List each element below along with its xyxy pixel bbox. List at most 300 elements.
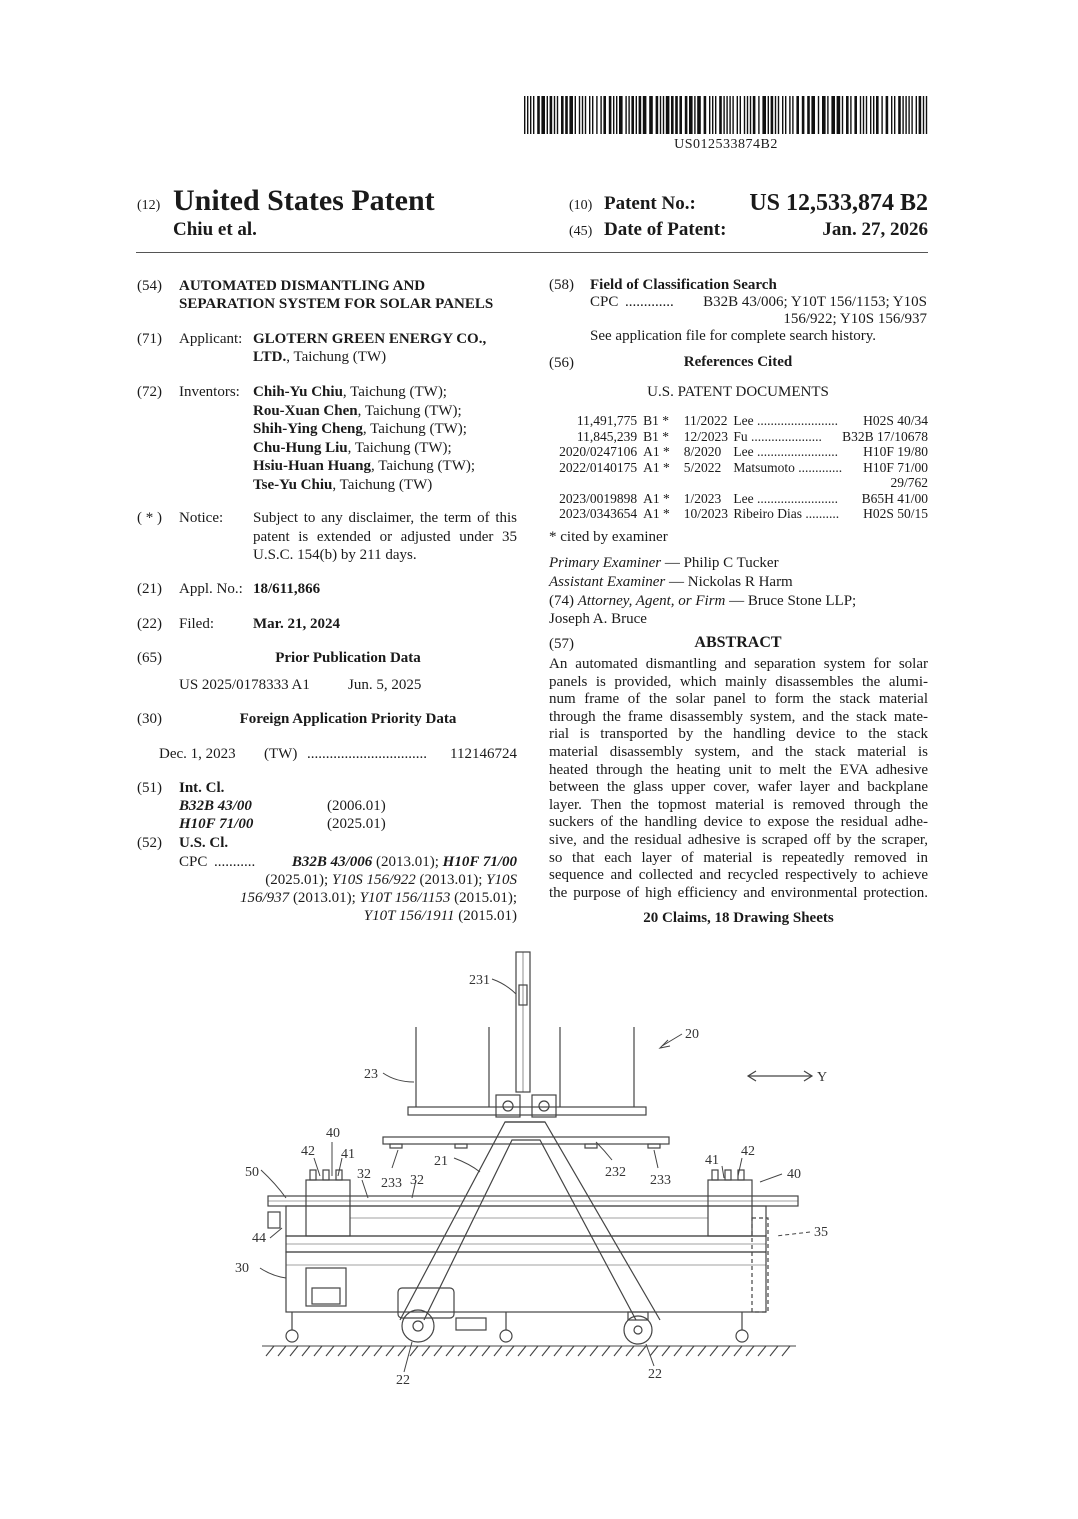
ref-date: 11/2022: [683, 413, 728, 428]
ground-hatch-line: [338, 1346, 346, 1356]
drawing-label-42-right: 42: [741, 1144, 755, 1159]
ref-number: 2023/0343654: [559, 506, 638, 521]
abstract-text: [549, 656, 928, 902]
ref-class: B65H 41/00: [861, 490, 928, 506]
ref-kind: A1 *: [643, 490, 670, 506]
ground-hatch-line: [554, 1346, 562, 1356]
applicant-code: (71): [137, 331, 162, 347]
ref-class-continued: 29/762: [890, 475, 928, 490]
barcode-bar: [631, 96, 634, 134]
ground-hatch-line: [434, 1346, 442, 1356]
ground-hatch-line: [566, 1346, 574, 1356]
foreign-country: (TW): [264, 746, 298, 762]
ref-dots: ........................: [756, 490, 838, 506]
references-table: [549, 413, 928, 522]
ref-kind: A1 *: [643, 444, 670, 459]
inventors-code: (72): [137, 384, 162, 400]
drawing-label-233-left: 233: [381, 1176, 402, 1191]
ground-hatch-line: [674, 1346, 682, 1356]
barcode-bar: [636, 96, 637, 134]
uscl-cpc-line-4: Y10T 156/1911 (2015.01): [363, 908, 517, 924]
drawing-label-232: 232: [605, 1165, 626, 1180]
abstract-line: heated through the heating unit to melt the EVA adhesive: [549, 761, 928, 778]
ground-hatch-line: [302, 1346, 310, 1356]
barcode-bar: [729, 96, 730, 134]
ground-hatch-line: [782, 1346, 790, 1356]
barcode-bar: [898, 96, 901, 134]
ref-code: (56): [549, 355, 574, 371]
barcode-bar: [916, 96, 917, 134]
barcode-bar: [715, 96, 716, 134]
barcode-bar: [603, 96, 606, 134]
barcode-bar: [619, 96, 623, 134]
ref-kind: B1 *: [643, 428, 669, 444]
ground-hatch-line: [722, 1346, 730, 1356]
appl-code: (21): [137, 581, 162, 597]
uscl-code: (52): [137, 835, 162, 851]
notice-text: [253, 509, 517, 565]
inventor-list: [253, 383, 475, 494]
barcode-bar: [905, 96, 906, 134]
prior-date: Jun. 5, 2025: [348, 677, 422, 693]
barcode-bar: [881, 96, 882, 134]
barcode-bar: [737, 96, 738, 134]
filed-code: (22): [137, 616, 162, 632]
field-note: See application file for complete search history.: [590, 328, 877, 344]
barcode-bar: [762, 96, 766, 134]
barcode-bar: [530, 96, 531, 134]
drawing-label-42-left: 42: [301, 1144, 315, 1159]
ground-hatch-line: [290, 1346, 298, 1356]
prior-pub: US 2025/0178333 A1: [179, 677, 310, 693]
barcode-bar: [643, 96, 647, 134]
attorney: (74) Attorney, Agent, or Firm — Bruce Stone LLP;: [549, 593, 857, 609]
barcode-bar: [709, 96, 710, 134]
intcl-label: Int. Cl.: [179, 780, 225, 796]
ground-hatch-line: [746, 1346, 754, 1356]
notice-label: Notice:: [179, 510, 224, 526]
barcode-bar: [822, 96, 826, 134]
ref-subheading: U.S. PATENT DOCUMENTS: [647, 384, 829, 400]
barcode-bar: [926, 96, 927, 134]
doc-type: United States Patent: [173, 184, 435, 217]
intcl-class: H10F 71/00: [179, 816, 254, 832]
ground-hatch-line: [518, 1346, 526, 1356]
intcl-class: B32B 43/00: [179, 798, 252, 814]
barcode: [524, 96, 928, 134]
barcode-bar: [589, 96, 590, 134]
ground-hatch-line: [578, 1346, 586, 1356]
field-cpc-line-1: B32B 43/006; Y10T 156/1153; Y10S: [703, 294, 927, 310]
ground-hatch-line: [362, 1346, 370, 1356]
barcode-bar: [860, 96, 861, 134]
ground-hatch-line: [314, 1346, 322, 1356]
uscl-cpc-line-3: 156/937 (2013.01); Y10T 156/1153 (2015.01);: [240, 890, 517, 906]
barcode-bar: [625, 96, 626, 134]
ground-hatch-line: [590, 1346, 598, 1356]
ref-date: 10/2023: [683, 506, 729, 521]
inventor: Chu-Hung Liu, Taichung (TW);: [253, 439, 452, 456]
date-label: Date of Patent:: [604, 219, 727, 240]
barcode-bar: [782, 96, 783, 134]
abstract-line: so that each layer of material is repeatedly removed in: [549, 849, 928, 866]
barcode-bar: [740, 96, 741, 134]
ground-hatch-line: [530, 1346, 538, 1356]
barcode-bar: [694, 96, 695, 134]
ground-hatch-line: [374, 1346, 382, 1356]
applicant-label: Applicant:: [179, 331, 243, 347]
ref-name: Ribeiro Dias: [733, 506, 802, 521]
claims-summary: 20 Claims, 18 Drawing Sheets: [643, 910, 834, 926]
barcode-bar: [547, 96, 548, 134]
uscl-cpc-dots: ...........: [214, 854, 256, 870]
ref-date: 8/2020: [683, 444, 722, 459]
inventors-label: Inventors:: [179, 384, 240, 400]
field-cpc-dots: .............: [625, 294, 674, 310]
barcode-bar: [789, 96, 790, 134]
barcode-bar: [866, 96, 867, 134]
foreign-code: (30): [137, 711, 162, 727]
ref-number: 2022/0140175: [559, 459, 638, 475]
table-row: [549, 506, 928, 522]
table-row: [549, 413, 928, 429]
filed-label: Filed:: [179, 616, 215, 632]
drawing-label-32-a: 32: [357, 1167, 371, 1182]
barcode-bar: [818, 96, 819, 134]
ref-dots: ........................: [756, 444, 838, 459]
cited-note: * cited by examiner: [549, 529, 668, 545]
ref-name: Lee: [733, 444, 754, 459]
ground-hatch-line: [734, 1346, 742, 1356]
intcl-version: (2025.01): [327, 816, 386, 832]
ref-kind: B1 *: [643, 413, 669, 428]
barcode-bar: [831, 96, 835, 134]
table-row: [549, 460, 928, 476]
appl-number: 18/611,866: [253, 581, 321, 597]
ground-hatch-line: [482, 1346, 490, 1356]
patent-date: Jan. 27, 2026: [822, 219, 928, 240]
ground-hatch-line: [278, 1346, 286, 1356]
ref-dots: ........................: [756, 413, 838, 428]
barcode-bar: [609, 96, 612, 134]
ref-heading: References Cited: [683, 354, 793, 370]
drawing-label-20: 20: [685, 1027, 699, 1042]
ground-hatch-line: [422, 1346, 430, 1356]
barcode-bar: [719, 96, 722, 134]
barcode-bar: [744, 96, 745, 134]
ref-number: 11,491,775: [576, 413, 638, 428]
inventor: Shih-Ying Cheng, Taichung (TW);: [253, 421, 467, 437]
barcode-bar: [554, 96, 555, 134]
inventor: Hsiu-Huan Huang, Taichung (TW);: [253, 458, 476, 474]
abstract-line: num frame of the solar panel to form the stack material: [549, 691, 928, 708]
drawing-label-32-b: 32: [410, 1173, 424, 1188]
ref-dots: .............: [798, 459, 843, 475]
barcode-bar: [565, 96, 568, 134]
ground-hatch-line: [614, 1346, 622, 1356]
barcode-bar: [894, 96, 895, 134]
ground-hatch-line: [266, 1346, 274, 1356]
barcode-bar: [802, 96, 805, 134]
code-12: (12): [137, 198, 161, 213]
barcode-bar: [579, 96, 580, 134]
barcode-bar: [726, 96, 727, 134]
barcode-bar: [600, 96, 601, 134]
appl-label: Appl. No.:: [179, 581, 243, 597]
barcode-bar: [827, 96, 828, 134]
barcode-bar: [778, 96, 779, 134]
ref-class: H10F 71/00: [863, 459, 928, 475]
table-row: [549, 475, 928, 491]
foreign-heading: Foreign Application Priority Data: [239, 711, 457, 727]
barcode-bar: [649, 96, 653, 134]
abstract-code: (57): [549, 636, 574, 652]
inventor: Tse-Yu Chiu, Taichung (TW): [253, 476, 433, 493]
ground-hatch-line: [350, 1346, 358, 1356]
barcode-bar: [685, 96, 688, 134]
barcode-bar: [575, 96, 576, 134]
table-row: [549, 444, 928, 460]
abstract-line: rial is transported by the handling device to the stack: [549, 726, 928, 743]
barcode-bar: [873, 96, 874, 134]
barcode-bar: [527, 96, 528, 134]
drawing-label-40-right: 40: [787, 1167, 801, 1182]
ref-class: H02S 40/34: [863, 413, 928, 428]
abstract-line: material disassembly system, and the stack material is: [549, 743, 928, 760]
barcode-bar: [747, 96, 748, 134]
barcode-bar: [775, 96, 776, 134]
drawing-label-41-left: 41: [341, 1147, 355, 1162]
drawing-label-22-right: 22: [648, 1367, 662, 1382]
foreign-date: Dec. 1, 2023: [159, 746, 236, 762]
barcode-bar: [596, 96, 597, 134]
abstract-heading: ABSTRACT: [694, 634, 782, 651]
uscl-label: U.S. Cl.: [179, 835, 229, 851]
barcode-bar: [550, 96, 553, 134]
abstract-line: panels is provided, which mainly disassembles the alumi-: [549, 673, 928, 690]
ref-dots: .....................: [750, 428, 822, 444]
barcode-bar: [811, 96, 815, 134]
barcode-bar: [585, 96, 586, 134]
abstract-line: suckers of the handling device to expose the residual adhe-: [549, 814, 928, 831]
notice-line: U.S.C. 154(b) by 211 days.: [253, 547, 417, 563]
ref-name: Fu: [733, 428, 748, 444]
abstract-line: through the frame disassembly system, and the stack mate-: [549, 708, 928, 725]
barcode-bar: [854, 96, 857, 134]
field-heading: Field of Classification Search: [590, 277, 777, 293]
ground-hatch-line: [326, 1346, 334, 1356]
header-rule: [136, 252, 928, 253]
drawing-label-y: Y: [817, 1070, 828, 1085]
ref-class: B32B 17/10678: [842, 428, 928, 444]
abstract-line: sive, and the residual adhesive is scraped off by the scraper,: [549, 831, 928, 848]
abstract-line: the purpose of high efficiency and environmental protection.: [549, 884, 928, 901]
ref-class: H02S 50/15: [863, 506, 928, 521]
notice-code: ( * ): [137, 510, 162, 526]
ref-name: Lee: [733, 413, 754, 428]
ground-hatch-line: [662, 1346, 670, 1356]
ground-hatch-line: [686, 1346, 694, 1356]
foreign-dots: ................................: [307, 746, 427, 762]
barcode-bar: [663, 96, 664, 134]
uscl-cpc-line-2: (2025.01); Y10S 156/922 (2013.01); Y10S: [265, 872, 517, 888]
ref-name: Lee: [733, 490, 754, 506]
ground-hatch-line: [470, 1346, 478, 1356]
ref-name: Matsumoto: [733, 459, 795, 475]
uscl-cpc-line-1: B32B 43/006 (2013.01); H10F 71/00: [291, 854, 517, 870]
barcode-bar: [870, 96, 871, 134]
ref-date: 1/2023: [683, 490, 722, 506]
ground-hatch-line: [506, 1346, 514, 1356]
ref-dots: ..........: [805, 506, 840, 521]
barcode-bar: [616, 96, 617, 134]
abstract-line: layer. Then the topmost material is removed through the: [549, 796, 928, 813]
prior-code: (65): [137, 650, 162, 666]
prior-heading: Prior Publication Data: [275, 650, 421, 666]
barcode-bar: [863, 96, 864, 134]
patent-number: US 12,533,874 B2: [749, 190, 928, 216]
barcode-bar: [723, 96, 724, 134]
barcode-bar: [561, 96, 564, 134]
barcode-bar: [891, 96, 892, 134]
drawing-label-41-right: 41: [705, 1153, 719, 1168]
notice-line: patent is extended or adjusted under 35: [253, 528, 517, 545]
barcode-bar: [697, 96, 701, 134]
field-cpc-label: CPC: [590, 294, 619, 310]
filed-date: Mar. 21, 2024: [253, 616, 340, 632]
ground-hatch-line: [446, 1346, 454, 1356]
barcode-bar: [524, 96, 525, 134]
barcode-bar: [671, 96, 674, 134]
barcode-bar: [656, 96, 659, 134]
inventor: Chih-Yu Chiu, Taichung (TW);: [253, 384, 447, 400]
intcl-code: (51): [137, 780, 162, 796]
abstract-line: between the glass upper cover, wafer layer and backplane: [549, 779, 928, 796]
barcode-bar: [750, 96, 751, 134]
ground-hatch-line: [386, 1346, 394, 1356]
drawing-label-40-left: 40: [326, 1126, 340, 1141]
inventor: Rou-Xuan Chen, Taichung (TW);: [253, 402, 462, 419]
barcode-bar: [785, 96, 786, 134]
ground-hatch-line: [398, 1346, 406, 1356]
applicant-name: GLOTERN GREEN ENERGY CO.,: [253, 331, 487, 347]
barcode-bar: [768, 96, 769, 134]
barcode-bar: [537, 96, 540, 134]
ground-hatch-line: [410, 1346, 418, 1356]
barcode-bar: [807, 96, 810, 134]
barcode-number: US012533874B2: [674, 137, 778, 152]
barcode-bar: [712, 96, 713, 134]
drawing-label-35: 35: [814, 1225, 828, 1240]
barcode-bar: [613, 96, 614, 134]
ground-hatch-line: [458, 1346, 466, 1356]
barcode-bar: [846, 96, 849, 134]
field-code: (58): [549, 277, 574, 293]
ground-hatch-line: [602, 1346, 610, 1356]
ref-kind: A1 *: [643, 506, 670, 521]
barcode-bar: [639, 96, 642, 134]
drawing-label-233-right: 233: [650, 1173, 671, 1188]
barcode-bar: [902, 96, 903, 134]
ref-number: 2023/0019898: [559, 490, 638, 506]
ref-kind: A1 *: [643, 459, 670, 475]
barcode-bar: [753, 96, 756, 134]
ground-hatch-line: [698, 1346, 706, 1356]
barcode-bar: [732, 96, 733, 134]
barcode-bar: [911, 96, 912, 134]
abstract-line: sequence and collected and recycled respectively to achieve: [549, 867, 928, 884]
barcode-bar: [541, 96, 545, 134]
ground-hatch-line: [758, 1346, 766, 1356]
attorney-line-2: Joseph A. Bruce: [549, 611, 647, 627]
ground-hatch-line: [638, 1346, 646, 1356]
code-45: (45): [569, 224, 593, 239]
notice-line: Subject to any disclaimer, the term of this: [253, 510, 517, 526]
barcode-bar: [837, 96, 841, 134]
barcode-bar: [533, 96, 534, 134]
drawing-label-231: 231: [469, 973, 490, 988]
ground-hatch-line: [710, 1346, 718, 1356]
barcode-bar: [679, 96, 682, 134]
barcode-bar: [842, 96, 843, 134]
applicant-line-2: LTD., Taichung (TW): [253, 349, 387, 365]
ref-date: 5/2022: [683, 459, 722, 475]
title-line-1: AUTOMATED DISMANTLING AND: [179, 278, 426, 294]
barcode-bar: [689, 96, 693, 134]
patent-drawing: [0, 940, 1078, 1400]
drawing-label-50: 50: [245, 1165, 259, 1180]
barcode-bar: [919, 96, 922, 134]
drawing-label-44: 44: [252, 1231, 266, 1246]
barcode-bar: [628, 96, 629, 134]
authors: Chiu et al.: [173, 219, 257, 240]
abstract-line: An automated dismantling and separation system for solar: [549, 656, 928, 672]
drawing-label-21: 21: [434, 1154, 448, 1169]
table-row: [549, 429, 928, 445]
barcode-bar: [704, 96, 707, 134]
assistant-examiner: Assistant Examiner — Nickolas R Harm: [549, 574, 793, 590]
barcode-bar: [923, 96, 924, 134]
primary-examiner: Primary Examiner — Philip C Tucker: [549, 555, 779, 571]
barcode-bar: [675, 96, 678, 134]
foreign-number: 112146724: [450, 746, 517, 762]
ground-hatch-line: [494, 1346, 502, 1356]
code-10: (10): [569, 198, 593, 213]
barcode-bar: [908, 96, 909, 134]
uscl-cpc-label: CPC: [179, 854, 208, 870]
title-line-2: SEPARATION SYSTEM FOR SOLAR PANELS: [179, 296, 494, 312]
barcode-bar: [796, 96, 799, 134]
barcode-bar: [886, 96, 889, 134]
barcode-bar: [666, 96, 670, 134]
ground-hatch-line: [542, 1346, 550, 1356]
barcode-bar: [876, 96, 879, 134]
barcode-bar: [582, 96, 583, 134]
barcode-bar: [771, 96, 774, 134]
drawing-label-23: 23: [364, 1067, 378, 1082]
field-cpc-line-2: 156/922; Y10S 156/937: [783, 311, 927, 327]
intcl-version: (2006.01): [327, 798, 386, 814]
barcode-bar: [569, 96, 573, 134]
barcode-bar: [850, 96, 851, 134]
title-code: (54): [137, 278, 162, 294]
ground-hatch-line: [626, 1346, 634, 1356]
ref-class: H10F 19/80: [863, 444, 928, 459]
ref-number: 2020/0247106: [559, 444, 638, 459]
barcode-bar: [557, 96, 558, 134]
ground-hatch-line: [650, 1346, 658, 1356]
drawing-label-22-left: 22: [396, 1373, 410, 1388]
